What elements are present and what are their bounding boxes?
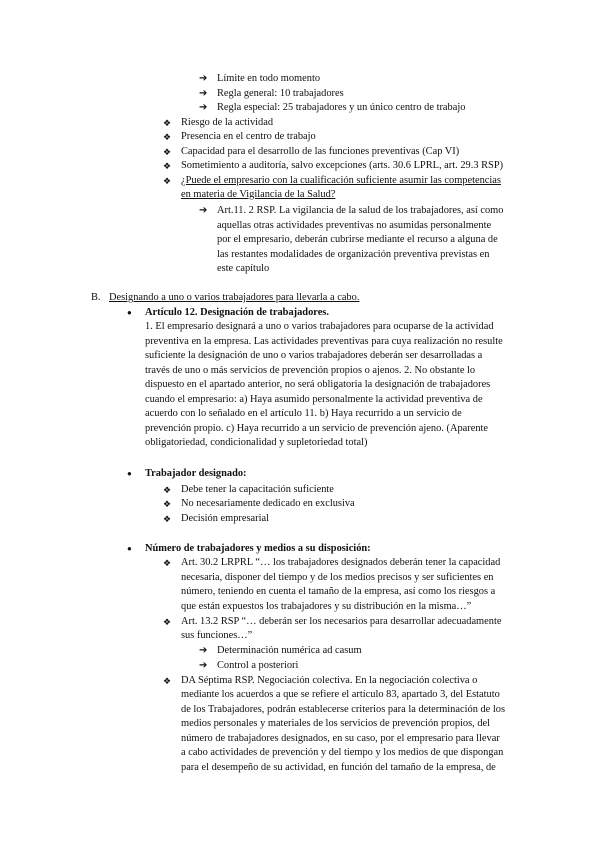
diamond-bullet-icon: ❖ bbox=[163, 514, 172, 524]
art11-line: por el empresario, deberán cubrirse mediante el recurso a alguna de bbox=[217, 234, 498, 245]
diamond-bullet-icon: ❖ bbox=[163, 132, 172, 142]
art30-line: necesaria, disponer del tiempo y de los medios precisos y ser suficientes en bbox=[181, 572, 494, 583]
designado-item: Decisión empresarial bbox=[181, 513, 269, 524]
diamond-item: Capacidad para el desarrollo de las funciones preventivas (Cap VI) bbox=[181, 146, 460, 157]
art11-line: aquellas otras actividades preventivas no asumidas personalmente bbox=[217, 220, 492, 231]
arrow-item: Límite en todo momento bbox=[217, 73, 321, 84]
article12-line: suficiente la designación de uno o varios trabajadores deberán ser desarrolladas a bbox=[145, 350, 483, 361]
diamond-item: Presencia en el centro de trabajo bbox=[181, 131, 316, 142]
question-line: ¿Puede el empresario con la cualificación suficiente asumir las competencias bbox=[181, 175, 501, 186]
dot-bullet-icon: ● bbox=[127, 544, 132, 553]
article12-line: 1. El empresario designará a uno o varios trabajadores para ocuparse de la actividad bbox=[145, 321, 494, 332]
numero-heading: Número de trabajadores y medios a su disposición: bbox=[145, 543, 371, 554]
da-line: número de trabajadores designados, en su caso, por el empresario para llevar bbox=[181, 733, 500, 744]
da-line: mediante los acuerdos a que se refiere el artículo 83, apartado 3, del Estatuto bbox=[181, 689, 500, 700]
diamond-bullet-icon: ❖ bbox=[163, 161, 172, 171]
diamond-bullet-icon: ❖ bbox=[163, 617, 172, 627]
art30-line: número, teniendo en cuenta el tamaño de la empresa, así como los riesgos a bbox=[181, 586, 496, 597]
da-line: a cabo actividades de prevención y del tiempo y los medios de que dispongan bbox=[181, 747, 504, 758]
da-line: para el desempeño de su actividad, en función del tamaño de la empresa, de bbox=[181, 762, 496, 773]
question-line: en materia de Vigilancia de la Salud? bbox=[181, 189, 336, 200]
art30-line: Art. 30.2 LRPRL “… los trabajadores designados deberán tener la capacidad bbox=[181, 557, 501, 568]
diamond-item: Riesgo de la actividad bbox=[181, 117, 274, 128]
article12-line: dispuesto en el apartado anterior, no será obligatoria la designación de trabajadores bbox=[145, 379, 491, 390]
art30-line: que están expuestos los trabajadores y su distribución en la misma…” bbox=[181, 601, 472, 612]
diamond-item: Sometimiento a auditoría, salvo excepciones (arts. 30.6 LPRL, art. 29.3 RSP) bbox=[181, 160, 504, 171]
arrow-bullet-icon: ➔ bbox=[199, 645, 208, 656]
diamond-bullet-icon: ❖ bbox=[163, 676, 172, 686]
article12-line: acuerdo con lo señalado en el artículo 11. b) Haya recurrido a un servicio de bbox=[145, 408, 462, 419]
arrow-item: Control a posteriori bbox=[217, 660, 299, 671]
arrow-bullet-icon: ➔ bbox=[199, 102, 208, 113]
arrow-item: Determinación numérica ad casum bbox=[217, 645, 362, 656]
arrow-item: Regla especial: 25 trabajadores y un único centro de trabajo bbox=[217, 102, 466, 113]
article12-line: cuando el empresario: a) Haya asumido personalmente la actividad preventiva de bbox=[145, 394, 483, 405]
article12-heading: Artículo 12. Designación de trabajadores. bbox=[145, 307, 329, 318]
art11-line: las restantes modalidades de organización preventiva previstas en bbox=[217, 249, 490, 260]
diamond-bullet-icon: ❖ bbox=[163, 147, 172, 157]
designado-item: No necesariamente dedicado en exclusiva bbox=[181, 498, 355, 509]
art11-line: Art.11. 2 RSP. La vigilancia de la salud de los trabajadores, así como bbox=[217, 205, 504, 216]
da-line: DA Séptima RSP. Negociación colectiva. En la negociación colectiva o bbox=[181, 675, 478, 686]
section-letter: B. bbox=[91, 292, 101, 303]
section-title: Designando a uno o varios trabajadores para llevarla a cabo. bbox=[109, 292, 360, 303]
article12-line: obligatoriedad, condicionalidad y supletoriedad total) bbox=[145, 437, 368, 448]
art13-line: sus funciones…” bbox=[181, 630, 253, 641]
dot-bullet-icon: ● bbox=[127, 308, 132, 317]
da-line: medios personales y materiales de los servicios de prevención propios, del bbox=[181, 718, 491, 729]
arrow-bullet-icon: ➔ bbox=[199, 660, 208, 671]
dot-bullet-icon: ● bbox=[127, 469, 132, 478]
diamond-bullet-icon: ❖ bbox=[163, 176, 172, 186]
art13-line: Art. 13.2 RSP “… deberán ser los necesarios para desarrollar adecuadamente bbox=[181, 616, 502, 627]
diamond-bullet-icon: ❖ bbox=[163, 558, 172, 568]
designado-heading: Trabajador designado: bbox=[145, 468, 247, 479]
article12-line: prevención propio. c) Haya recurrido a un servicio de prevención ajeno. (Aparente bbox=[145, 423, 489, 434]
diamond-bullet-icon: ❖ bbox=[163, 499, 172, 509]
article12-line: través de uno o más servicios de prevención propios o ajenos. 2. No obstante lo bbox=[145, 365, 476, 376]
diamond-bullet-icon: ❖ bbox=[163, 485, 172, 495]
arrow-item: Regla general: 10 trabajadores bbox=[217, 88, 344, 99]
arrow-bullet-icon: ➔ bbox=[199, 205, 208, 216]
designado-item: Debe tener la capacitación suficiente bbox=[181, 484, 334, 495]
art11-line: este capítulo bbox=[217, 263, 270, 274]
diamond-bullet-icon: ❖ bbox=[163, 118, 172, 128]
arrow-bullet-icon: ➔ bbox=[199, 73, 208, 84]
article12-line: preventiva en la empresa. Las actividades preventivas para cuya realización no resulte bbox=[145, 336, 503, 347]
da-line: de los Trabajadores, podrán establecerse criterios para la determinación de los bbox=[181, 704, 506, 715]
arrow-bullet-icon: ➔ bbox=[199, 88, 208, 99]
